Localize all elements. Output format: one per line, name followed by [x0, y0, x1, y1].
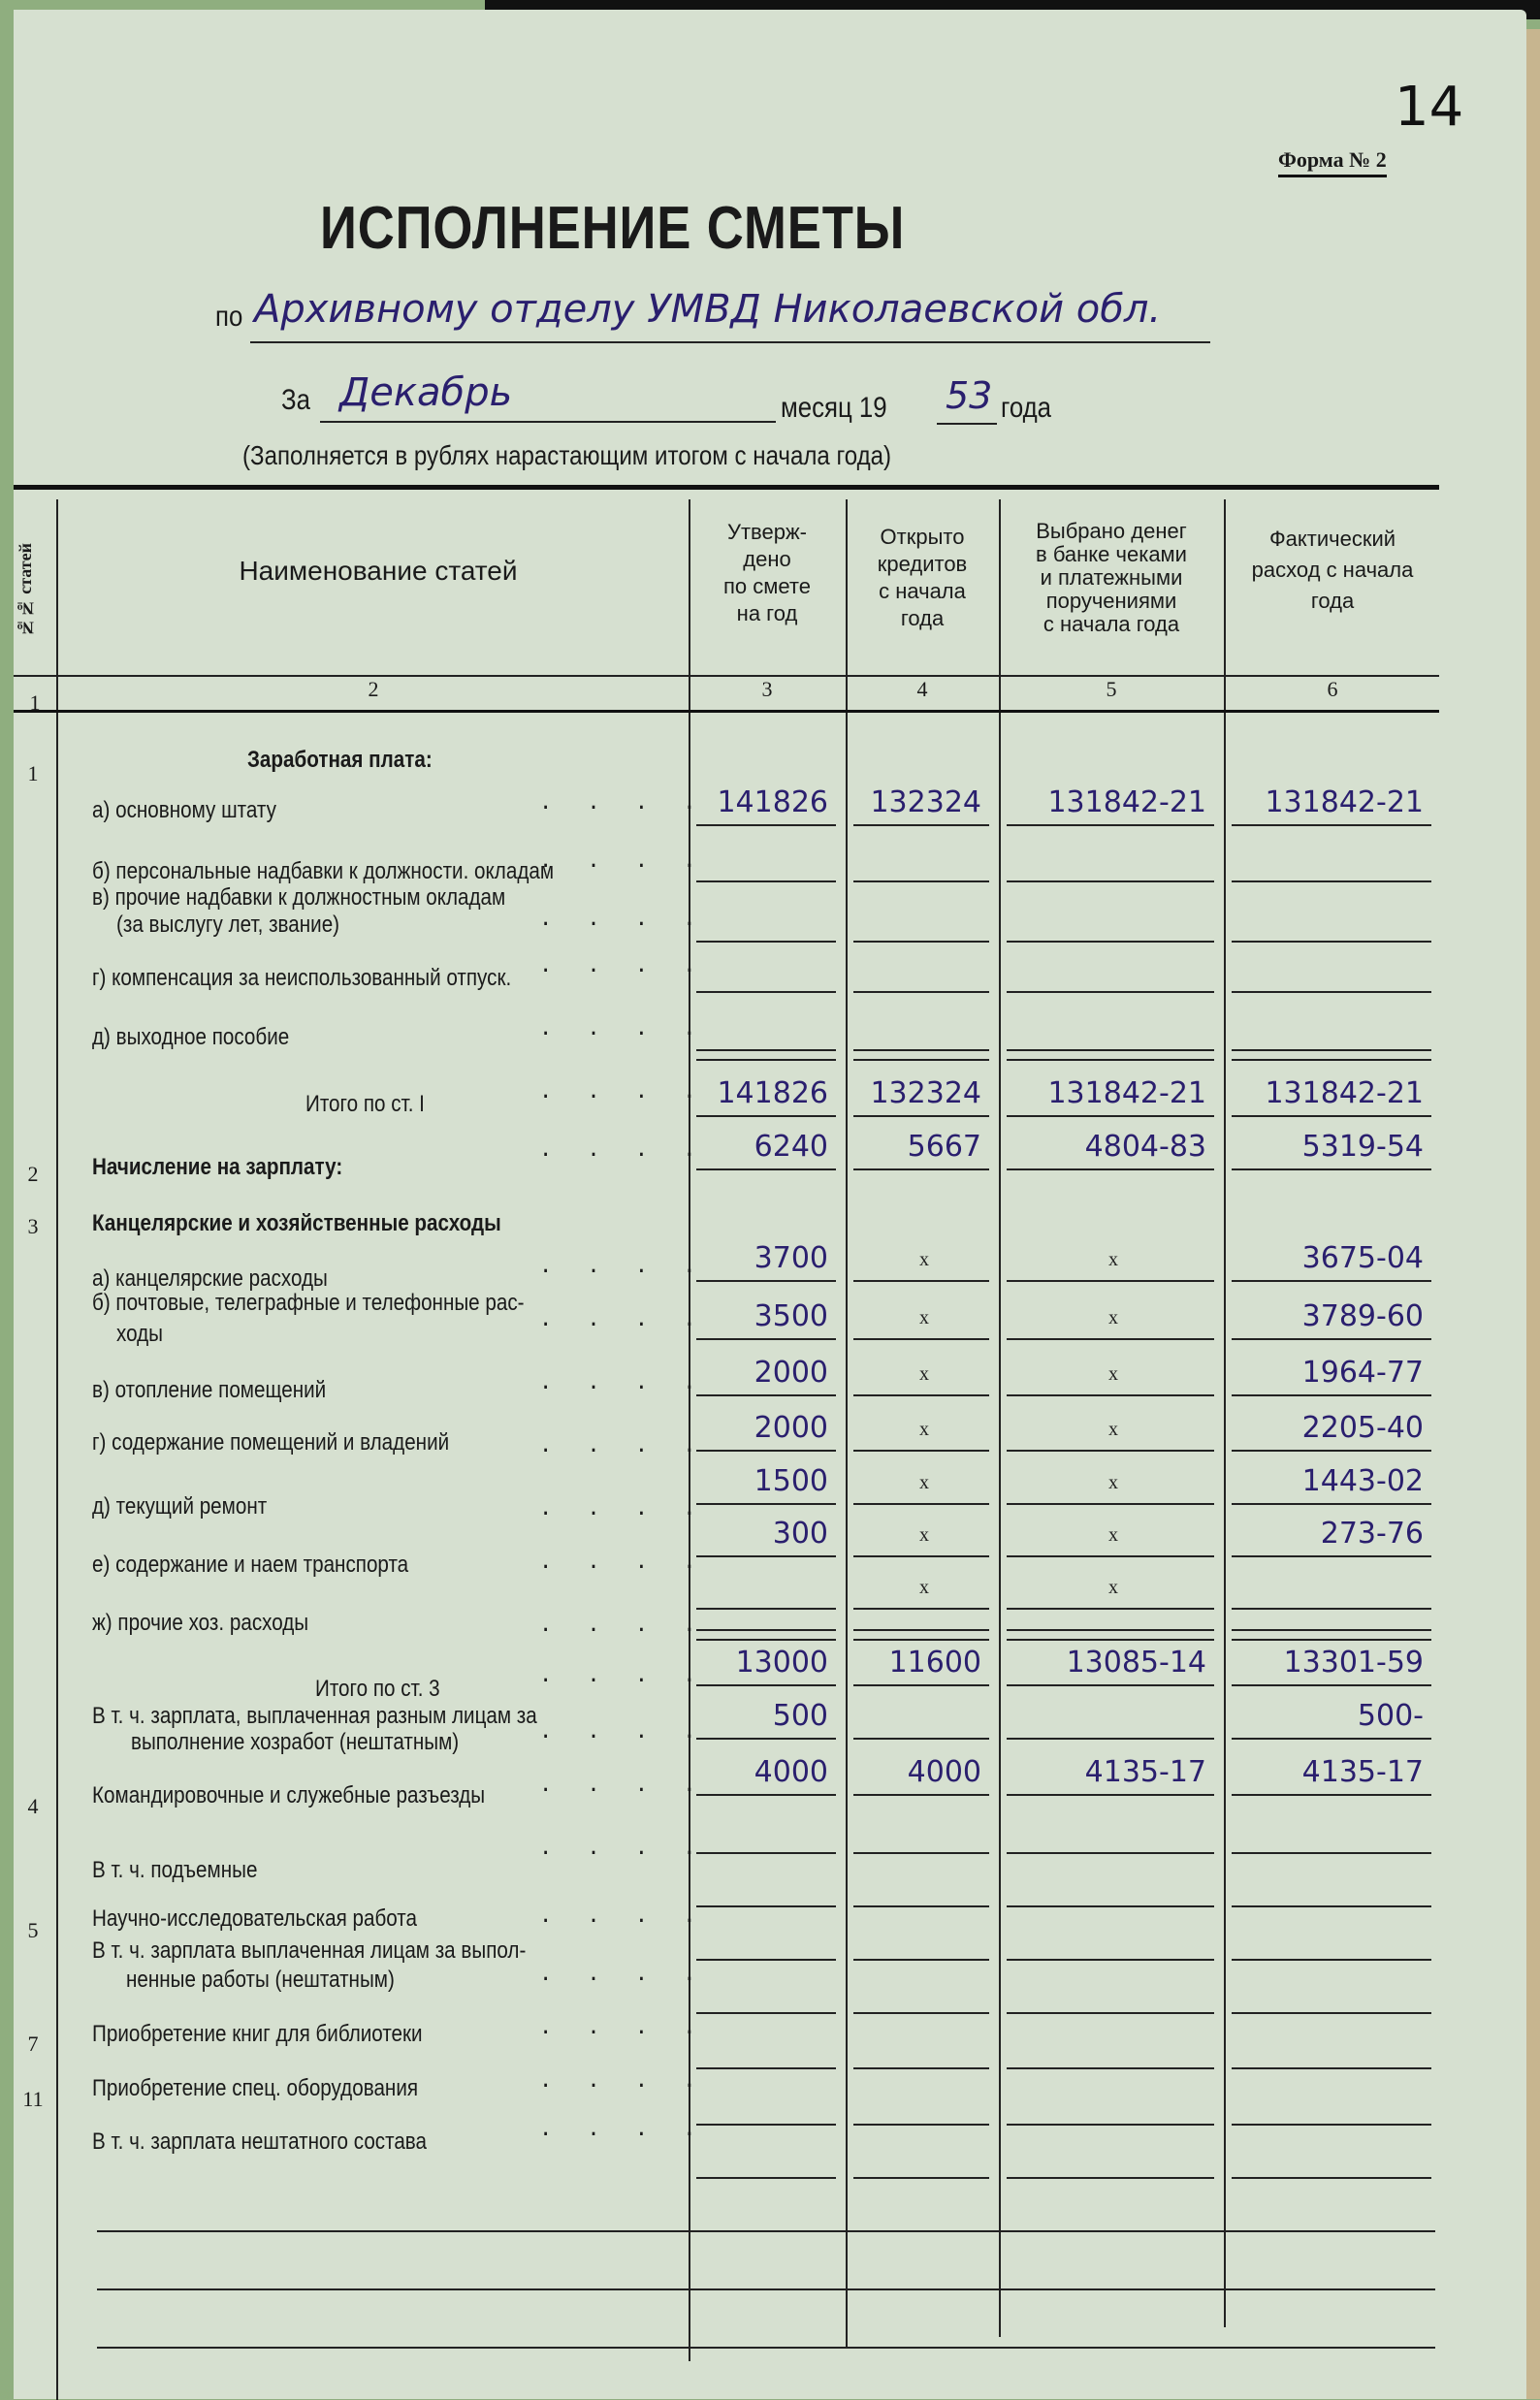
cell-underline	[696, 1049, 836, 1051]
cell-underline	[853, 1115, 989, 1117]
cell-value: 13301-59	[1283, 1646, 1424, 1680]
cell-underline	[1007, 941, 1214, 943]
cell-underline	[1007, 1794, 1214, 1796]
cell-underline	[1007, 1280, 1214, 1282]
header-line: расход с начала	[1251, 558, 1414, 582]
cell-underline	[853, 1608, 989, 1610]
cell-underline	[696, 1852, 836, 1854]
row-number: 3	[27, 1214, 39, 1238]
month-underline	[320, 421, 776, 423]
cell-underline	[1007, 1555, 1214, 1557]
row-label: г) компенсация за неиспользованный отпуск.	[92, 965, 512, 991]
row-number: 11	[22, 2087, 44, 2111]
header-line: Фактический	[1268, 527, 1396, 551]
cell-underline	[1232, 1629, 1431, 1631]
row-label: в) отопление помещений	[92, 1377, 327, 1403]
body-top-border	[14, 710, 1439, 713]
row-label: ж) прочие хоз. расходы	[92, 1610, 309, 1636]
cell-underline	[1232, 1450, 1431, 1452]
cell-value: 3789-60	[1301, 1299, 1424, 1333]
cell-underline	[853, 1280, 989, 1282]
cell-underline	[1232, 1794, 1431, 1796]
dot-leader: · · · ·	[543, 1142, 712, 1167]
col3-header	[690, 519, 844, 627]
month-suffix: месяц 19	[781, 392, 887, 424]
cell-underline-double	[1007, 1059, 1214, 1061]
cell-not-applicable: x	[1108, 1524, 1118, 1546]
dot-leader: · · · ·	[543, 1840, 712, 1865]
blank-ruled-line	[97, 2347, 1435, 2349]
cell-underline	[853, 2177, 989, 2179]
cell-underline	[1232, 2012, 1431, 2014]
cell-underline	[853, 1684, 989, 1686]
cell-value: 500	[772, 1699, 828, 1733]
col-divider-5	[1224, 499, 1226, 2327]
cell-underline	[1232, 1115, 1431, 1117]
cell-underline	[1007, 880, 1214, 882]
cell-underline	[1007, 2124, 1214, 2126]
cell-value: 13000	[735, 1646, 828, 1680]
cell-underline	[696, 1115, 836, 1117]
cell-underline	[1007, 1049, 1214, 1051]
row-label: Научно-исследовательская работа	[92, 1905, 418, 1932]
cell-underline-double	[1232, 1639, 1431, 1641]
col-divider-3	[846, 499, 848, 2347]
cell-value: 6240	[754, 1130, 828, 1164]
row-label: В т. ч. зарплата, выплаченная разным лицам за	[92, 1703, 537, 1729]
cell-underline	[1232, 2067, 1431, 2069]
cell-value: 1443-02	[1301, 1464, 1424, 1498]
header-line: кредитов	[877, 552, 968, 576]
dot-leader: · · · ·	[543, 1967, 712, 1991]
cell-underline	[696, 1905, 836, 1907]
cell-underline	[1007, 1168, 1214, 1170]
cell-underline	[696, 1629, 836, 1631]
cell-not-applicable: x	[919, 1524, 929, 1546]
blank-ruled-line	[97, 2230, 1435, 2232]
cell-underline-double	[1232, 1059, 1431, 1061]
col1-header: №№ статей	[16, 543, 35, 638]
cell-not-applicable: x	[919, 1472, 929, 1493]
cell-underline	[1007, 1115, 1214, 1117]
dot-leader: · · · ·	[543, 795, 712, 819]
col-divider-1	[56, 499, 58, 2400]
cell-underline	[1232, 1394, 1431, 1396]
za-prefix: За	[281, 384, 310, 416]
cell-underline	[1007, 1629, 1214, 1631]
cell-not-applicable: x	[919, 1419, 929, 1440]
cell-underline	[1007, 1684, 1214, 1686]
po-prefix: по	[215, 301, 243, 333]
row-label: Приобретение книг для библиотеки	[92, 2021, 423, 2047]
row-label: Начисление на зарплату:	[92, 1154, 343, 1180]
row-label-continued: ненные работы (нештатным)	[126, 1967, 395, 1993]
cell-underline	[1232, 1852, 1431, 1854]
cell-value: 1500	[754, 1464, 828, 1498]
header-line: и платежными	[1040, 565, 1183, 590]
page-number: 14	[1395, 76, 1464, 139]
cell-underline	[696, 1168, 836, 1170]
dot-leader: · · · ·	[543, 958, 712, 982]
cell-underline	[1232, 824, 1431, 826]
dot-leader: · · · ·	[543, 1259, 712, 1283]
cell-underline	[696, 1450, 836, 1452]
cell-underline-double	[1007, 1639, 1214, 1641]
cell-not-applicable: x	[919, 1577, 929, 1598]
cell-underline	[853, 1738, 989, 1740]
cell-value: 132324	[870, 1076, 981, 1110]
cell-not-applicable: x	[1108, 1472, 1118, 1493]
row-label: а) основному штату	[92, 797, 276, 823]
dot-leader: · · · ·	[543, 1908, 712, 1933]
dot-leader: · · · ·	[543, 2020, 712, 2044]
cell-value: 5667	[907, 1130, 981, 1164]
cell-underline-double	[853, 1059, 989, 1061]
row-number: 5	[27, 1918, 39, 1942]
cell-underline	[853, 1794, 989, 1796]
cell-underline	[1232, 2124, 1431, 2126]
cell-value: 4135-17	[1301, 1755, 1424, 1789]
dot-leader: · · · ·	[543, 1312, 712, 1336]
cell-value: 273-76	[1320, 1517, 1424, 1551]
cell-not-applicable: x	[1108, 1577, 1118, 1598]
cell-underline	[696, 2067, 836, 2069]
cell-underline	[1007, 1738, 1214, 1740]
header-line: года	[1310, 589, 1355, 613]
cell-underline	[1232, 1608, 1431, 1610]
cell-underline	[1007, 1852, 1214, 1854]
cell-underline-double	[696, 1639, 836, 1641]
dot-leader: · · · ·	[543, 1554, 712, 1579]
cell-underline	[853, 1959, 989, 1961]
cell-underline	[1007, 1338, 1214, 1340]
cell-not-applicable: x	[1108, 1419, 1118, 1440]
dot-leader: · · · ·	[543, 853, 712, 878]
cell-underline	[1232, 1905, 1431, 1907]
row-label-continued: выполнение хозработ (нештатным)	[131, 1729, 460, 1755]
cell-value: 4135-17	[1084, 1755, 1206, 1789]
row-label: б) почтовые, телеграфные и телефонные рас-	[92, 1290, 525, 1316]
header-line: Открыто	[880, 525, 965, 549]
cell-value: 2000	[754, 1411, 828, 1445]
col-divider-4	[999, 499, 1001, 2337]
dot-leader: · · · ·	[543, 912, 712, 936]
cell-underline	[1232, 1959, 1431, 1961]
cell-value: 132324	[870, 785, 981, 819]
cell-value: 131842-21	[1047, 1076, 1206, 1110]
cell-underline	[1007, 2012, 1214, 2014]
cell-underline	[853, 2124, 989, 2126]
cell-underline	[1007, 824, 1214, 826]
cell-value: 3500	[754, 1299, 828, 1333]
row-label: В т. ч. зарплата выплаченная лицам за выпол-	[92, 1937, 527, 1964]
organization-name: Архивному отделу УМВД Николаевской обл.	[254, 287, 1162, 332]
cell-underline	[853, 1394, 989, 1396]
cell-underline	[696, 1280, 836, 1282]
cell-value: 131842-21	[1265, 785, 1424, 819]
cell-underline	[1232, 880, 1431, 882]
row-label: Итого по ст. 3	[315, 1676, 440, 1702]
cell-underline	[1232, 1338, 1431, 1340]
fill-note: (Заполняется в рублях нарастающим итогом с начала года)	[242, 440, 892, 470]
dot-leader: · · · ·	[543, 1501, 712, 1525]
cell-value: 13085-14	[1066, 1646, 1206, 1680]
cell-not-applicable: x	[919, 1307, 929, 1328]
cell-underline	[1232, 941, 1431, 943]
cell-underline	[696, 1794, 836, 1796]
cell-underline	[853, 991, 989, 993]
cell-underline	[696, 824, 836, 826]
cell-value: 500-	[1357, 1699, 1424, 1733]
row-label: Заработная плата:	[247, 747, 433, 773]
cell-underline	[1232, 1503, 1431, 1505]
row-label: Приобретение спец. оборудования	[92, 2075, 419, 2101]
cell-value: 131842-21	[1265, 1076, 1424, 1110]
cell-value: 4000	[907, 1755, 981, 1789]
row-label-continued: (за выслугу лет, звание)	[116, 912, 340, 938]
year-word: года	[1001, 392, 1052, 424]
cell-underline	[1232, 2177, 1431, 2179]
cell-underline	[853, 1905, 989, 1907]
dot-leader: · · · ·	[543, 2073, 712, 2097]
cell-underline	[1007, 1394, 1214, 1396]
cell-underline	[696, 1738, 836, 1740]
cell-underline	[1007, 1503, 1214, 1505]
cell-underline	[1232, 1168, 1431, 1170]
cell-underline	[1232, 991, 1431, 993]
row-label: е) содержание и наем транспорта	[92, 1552, 409, 1578]
dot-leader: · · · ·	[543, 1438, 712, 1462]
cell-value: 131842-21	[1047, 785, 1206, 819]
cell-underline	[696, 1555, 836, 1557]
header-line: года	[900, 606, 945, 630]
row-number: 7	[27, 2032, 39, 2056]
cell-underline	[1007, 1450, 1214, 1452]
cell-value: 5319-54	[1301, 1130, 1424, 1164]
organization-underline	[250, 341, 1210, 343]
year-underline	[937, 423, 997, 425]
cell-underline	[853, 1629, 989, 1631]
cell-value: 3675-04	[1301, 1241, 1424, 1275]
row-label: д) текущий ремонт	[92, 1493, 268, 1520]
row-number: 1	[27, 761, 39, 785]
cell-underline	[1007, 1959, 1214, 1961]
cell-value: 1964-77	[1301, 1356, 1424, 1390]
header-line: с начала года	[1043, 612, 1180, 636]
row-label: г) содержание помещений и владений	[92, 1429, 450, 1456]
header-line: на год	[736, 601, 798, 625]
row-label: В т. ч. зарплата нештатного состава	[92, 2128, 428, 2155]
row-number: 4	[27, 1794, 39, 1818]
cell-underline	[696, 1608, 836, 1610]
month-value: Декабрь	[339, 370, 513, 415]
row-label: Итого по ст. I	[305, 1091, 425, 1117]
col5-header	[1001, 520, 1222, 636]
cell-underline	[696, 880, 836, 882]
cell-underline	[1007, 2177, 1214, 2179]
header-line: Выбрано денег	[1036, 519, 1187, 543]
cell-underline	[853, 2067, 989, 2069]
row-label: Канцелярские и хозяйственные расходы	[92, 1210, 501, 1236]
cell-underline	[853, 824, 989, 826]
cell-underline	[696, 1503, 836, 1505]
cell-underline	[1007, 1905, 1214, 1907]
row-label: а) канцелярские расходы	[92, 1265, 328, 1292]
cell-not-applicable: x	[1108, 1249, 1118, 1270]
row-label-continued: ходы	[116, 1321, 163, 1347]
col-number-1: 1	[29, 690, 41, 715]
col-number-4: 4	[916, 677, 928, 701]
cell-value: 141826	[717, 785, 828, 819]
cell-value: 4804-83	[1084, 1130, 1206, 1164]
dot-leader: · · · ·	[543, 1375, 712, 1399]
cell-value: 4000	[754, 1755, 828, 1789]
cell-underline-double	[696, 1059, 836, 1061]
cell-underline	[853, 880, 989, 882]
cell-underline	[853, 1450, 989, 1452]
cell-underline	[853, 941, 989, 943]
cell-underline	[853, 1049, 989, 1051]
cell-underline	[853, 1338, 989, 1340]
cell-underline	[696, 2124, 836, 2126]
cell-value: 141826	[717, 1076, 828, 1110]
col4-header	[848, 524, 997, 632]
cell-underline	[696, 2012, 836, 2014]
cell-not-applicable: x	[1108, 1363, 1118, 1385]
blank-ruled-line	[97, 2288, 1435, 2290]
cell-value: 3700	[754, 1241, 828, 1275]
header-line: в банке чеками	[1036, 542, 1187, 566]
row-number: 2	[27, 1162, 39, 1186]
row-label: Командировочные и служебные разъезды	[92, 1782, 486, 1808]
cell-underline	[696, 1684, 836, 1686]
cell-underline	[696, 2177, 836, 2179]
cell-underline	[696, 941, 836, 943]
cell-underline	[1007, 991, 1214, 993]
table-top-border	[14, 485, 1439, 490]
cell-underline	[1007, 2067, 1214, 2069]
cell-not-applicable: x	[919, 1249, 929, 1270]
cell-underline	[696, 1394, 836, 1396]
cell-value: 2205-40	[1301, 1411, 1424, 1445]
col-number-6: 6	[1327, 677, 1338, 701]
form-label: Форма № 2	[1278, 147, 1387, 177]
cell-underline	[853, 1503, 989, 1505]
header-line: Утверж-	[726, 520, 807, 544]
cell-underline	[1232, 1555, 1431, 1557]
cell-underline	[853, 1168, 989, 1170]
cell-underline-double	[853, 1639, 989, 1641]
row-label: д) выходное пособие	[92, 1024, 290, 1050]
row-label: В т. ч. подъемные	[92, 1857, 258, 1883]
dot-leader: · · · ·	[543, 2122, 712, 2146]
cell-underline	[1232, 1049, 1431, 1051]
cell-underline	[1232, 1684, 1431, 1686]
col-number-3: 3	[761, 677, 773, 701]
page-title: ИСПОЛНЕНИЕ СМЕТЫ	[320, 195, 906, 262]
cell-not-applicable: x	[1108, 1307, 1118, 1328]
cell-underline	[1232, 1280, 1431, 1282]
col2-header: Наименование статей	[239, 556, 518, 586]
cell-value: 300	[772, 1517, 828, 1551]
row-label: в) прочие надбавки к должностным окладам	[92, 884, 506, 911]
header-line: дено	[743, 547, 791, 571]
cell-underline	[853, 2012, 989, 2014]
cell-not-applicable: x	[919, 1363, 929, 1385]
dot-leader: · · · ·	[543, 1724, 712, 1748]
header-line: поручениями	[1045, 589, 1177, 613]
cell-underline	[696, 991, 836, 993]
row-label: б) персональные надбавки к должности. окладам	[92, 858, 555, 884]
dot-leader: · · · ·	[543, 1617, 712, 1642]
header-line: с начала	[879, 579, 966, 603]
dot-leader: · · · ·	[543, 1777, 712, 1802]
cell-underline	[1007, 1608, 1214, 1610]
dot-leader: · · · ·	[543, 1021, 712, 1045]
year-value: 53	[946, 374, 993, 417]
header-line: по смете	[723, 574, 811, 598]
dot-leader: · · · ·	[543, 1668, 712, 1692]
cell-value: 11600	[888, 1646, 981, 1680]
cell-underline	[696, 1338, 836, 1340]
dot-leader: · · · ·	[543, 1084, 712, 1108]
cell-underline	[853, 1852, 989, 1854]
cell-value: 2000	[754, 1356, 828, 1390]
cell-underline	[1232, 1738, 1431, 1740]
col6-header	[1226, 524, 1439, 617]
cell-underline	[853, 1555, 989, 1557]
cell-underline	[696, 1959, 836, 1961]
col-number-2: 2	[368, 677, 379, 701]
col-number-5: 5	[1106, 677, 1117, 701]
